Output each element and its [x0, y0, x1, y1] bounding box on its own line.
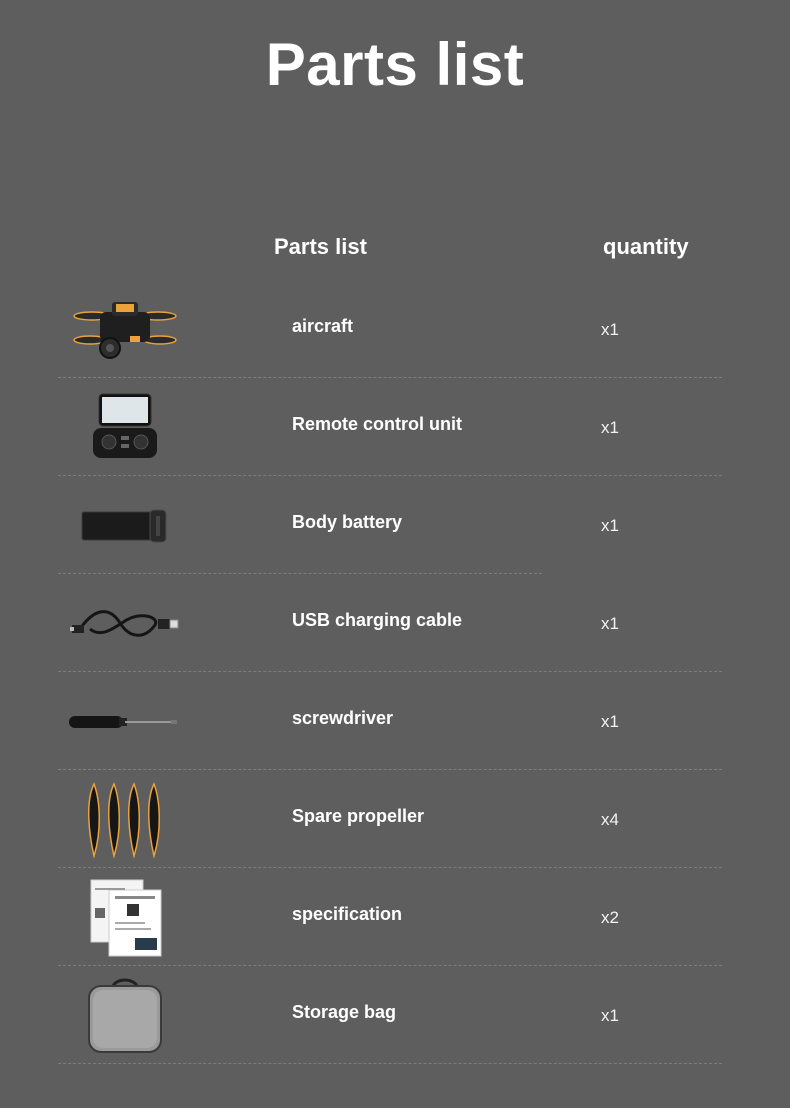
item-quantity: x1 — [601, 614, 619, 633]
item-quantity: x1 — [601, 516, 619, 535]
list-item — [0, 770, 790, 868]
storage-bag-icon — [60, 974, 190, 1058]
list-item — [0, 574, 790, 672]
item-name: specification — [292, 904, 403, 924]
item-quantity: x1 — [601, 418, 619, 437]
item-quantity: x4 — [601, 810, 619, 829]
propeller-icon — [60, 778, 190, 862]
screwdriver-icon — [60, 680, 190, 764]
list-item — [0, 966, 790, 1064]
manual-icon — [60, 876, 190, 960]
item-quantity: x1 — [601, 320, 619, 339]
item-name: Body battery — [292, 512, 403, 532]
list-item — [0, 476, 790, 574]
item-name: screwdriver — [292, 708, 394, 728]
item-quantity: x1 — [601, 712, 619, 731]
page-title: Parts list — [265, 31, 525, 98]
item-name: Storage bag — [292, 1002, 397, 1022]
list-item — [0, 280, 790, 378]
item-name: USB charging cable — [292, 610, 463, 630]
item-quantity: x2 — [601, 908, 619, 927]
list-item — [0, 868, 790, 966]
remote-controller-icon — [60, 386, 190, 470]
column-header-parts: Parts list — [274, 234, 367, 259]
battery-icon — [60, 484, 190, 568]
drone-icon — [60, 288, 190, 372]
item-name: aircraft — [292, 316, 354, 336]
list-item — [0, 378, 790, 476]
usb-cable-icon — [60, 582, 190, 666]
item-quantity: x1 — [601, 1006, 619, 1025]
list-item — [0, 672, 790, 770]
item-name: Spare propeller — [292, 806, 425, 826]
column-header-quantity: quantity — [603, 234, 689, 259]
item-name: Remote control unit — [292, 414, 462, 434]
row-divider — [58, 1063, 722, 1064]
